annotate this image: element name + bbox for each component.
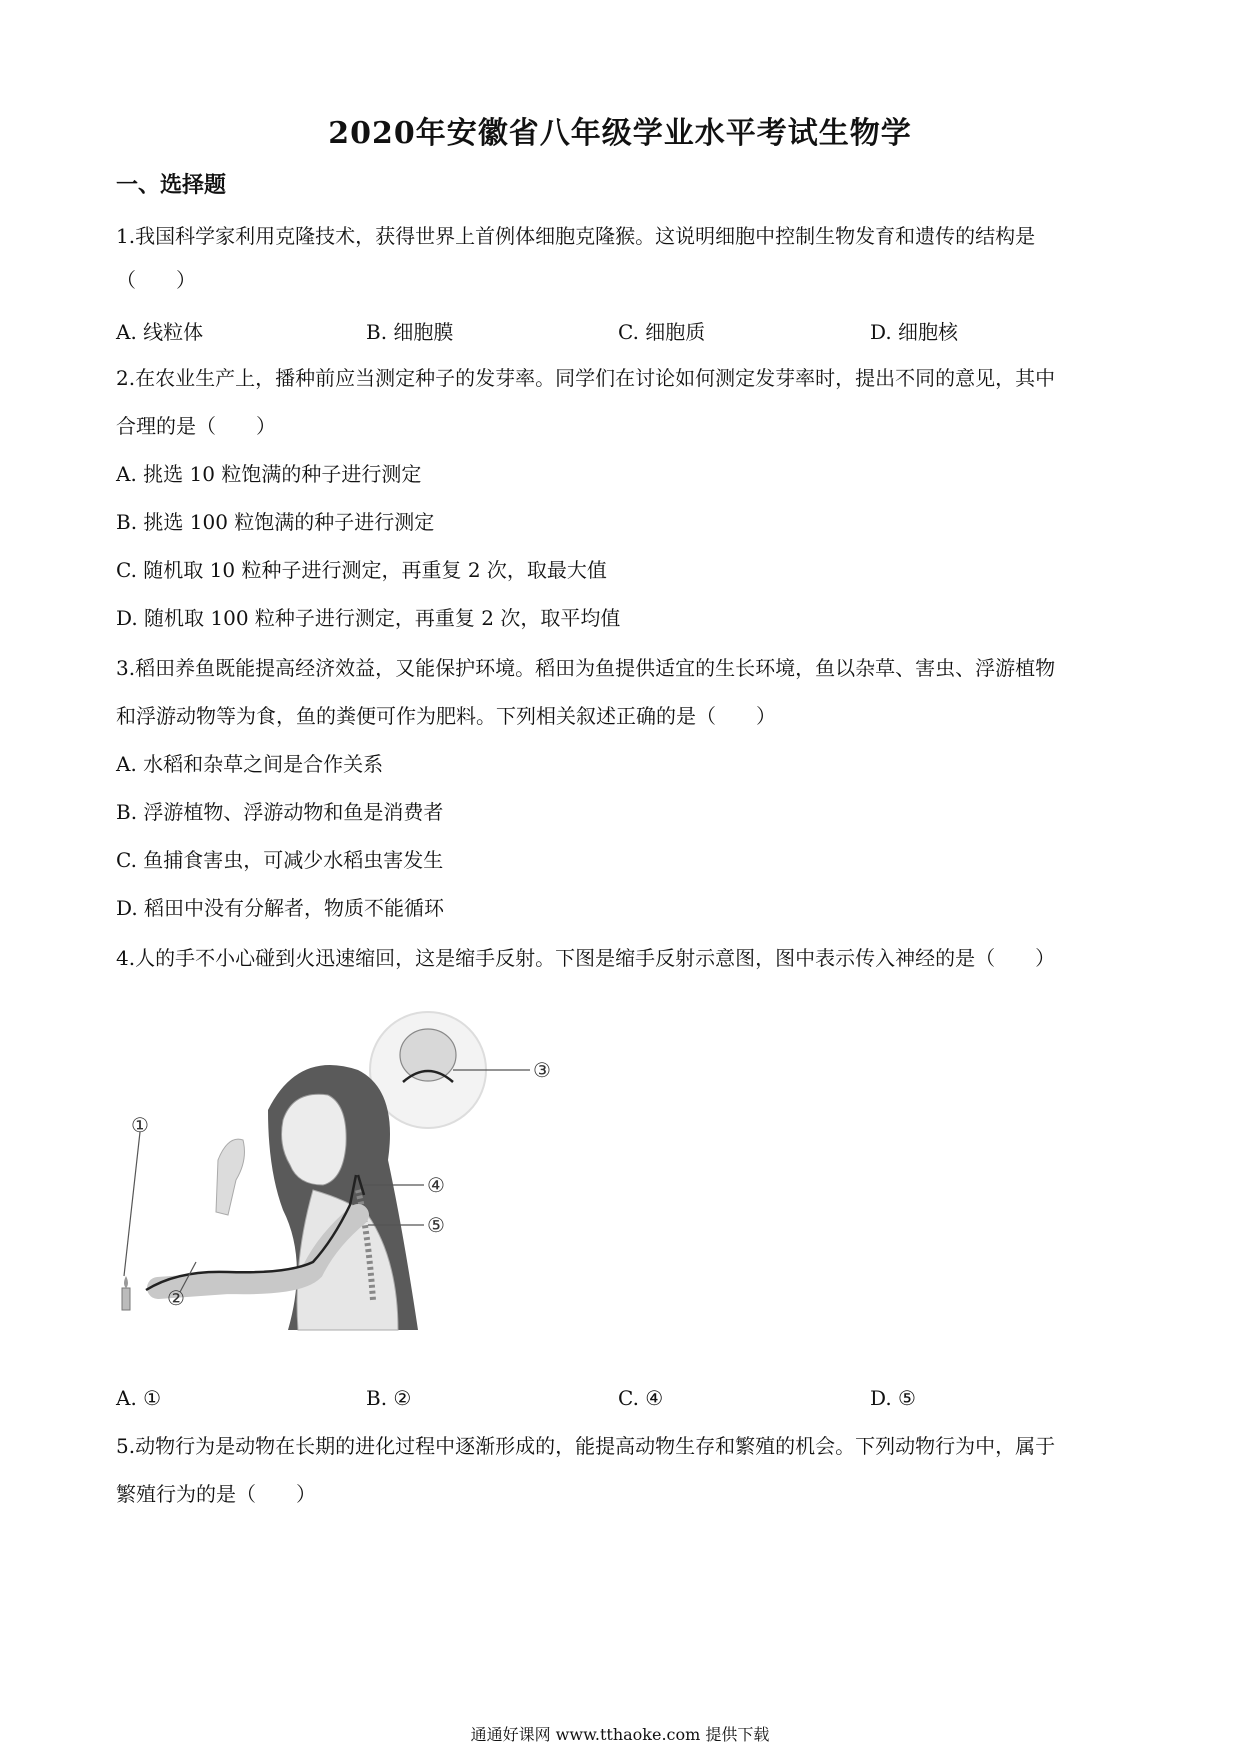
- question-4-option-d: D. ⑤: [870, 1386, 916, 1410]
- question-4-stem: 4.人的手不小心碰到火迅速缩回，这是缩手反射。下图是缩手反射示意图，图中表示传入神经的是（ ）: [116, 946, 1056, 970]
- question-2-stem: 2.在农业生产上，播种前应当测定种子的发芽率。同学们在讨论如何测定发芽率时，提出不同的意见，其中: [116, 366, 1056, 390]
- question-2-option-b: B. 挑选 100 粒饱满的种子进行测定: [116, 510, 435, 534]
- question-1-option-b: B. 细胞膜: [366, 320, 454, 344]
- question-3-option-c: C. 鱼捕食害虫，可减少水稻虫害发生: [116, 848, 444, 872]
- question-3-stem: 3.稻田养鱼既能提高经济效益，又能保护环境。稻田为鱼提供适宜的生长环境，鱼以杂草、害虫、浮游植物: [116, 656, 1056, 680]
- question-5-stem: 5.动物行为是动物在长期的进化过程中逐渐形成的，能提高动物生存和繁殖的机会。下列动物行为中，属于: [116, 1434, 1056, 1458]
- raised-hand: [216, 1139, 244, 1215]
- question-3-stem-cont: 和浮游动物等为食，鱼的粪便可作为肥料。下列相关叙述正确的是（ ）: [116, 704, 776, 728]
- label-5: ⑤: [427, 1213, 445, 1237]
- page-title: 2020年安徽省八年级学业水平考试生物学: [328, 116, 912, 151]
- question-3-option-a: A. 水稻和杂草之间是合作关系: [116, 752, 384, 776]
- question-1-stem: 1.我国科学家利用克隆技术，获得世界上首例体细胞克隆猴。这说明细胞中控制生物发育和遗传的结构是: [116, 224, 1036, 248]
- question-5-stem-cont: 繁殖行为的是（ ）: [116, 1482, 316, 1506]
- label-1: ①: [131, 1113, 149, 1137]
- question-4-option-b: B. ②: [366, 1386, 412, 1410]
- flame-icon: [124, 1276, 128, 1288]
- question-4-option-c: C. ④: [618, 1386, 664, 1410]
- label-4: ④: [427, 1173, 445, 1197]
- section-heading: 一、选择题: [116, 172, 227, 198]
- question-2-option-a: A. 挑选 10 粒饱满的种子进行测定: [116, 462, 422, 486]
- page-footer: 通通好课网 www.tthaoke.com 提供下载: [470, 1725, 770, 1744]
- question-1-stem-cont: （ ）: [116, 268, 196, 292]
- question-4-option-a: A. ①: [116, 1386, 162, 1410]
- reflex-arc-figure: [118, 1000, 568, 1340]
- spinal-cord-cross-section: [400, 1029, 456, 1081]
- candle: [122, 1288, 130, 1310]
- question-2-option-c: C. 随机取 10 粒种子进行测定，再重复 2 次，取最大值: [116, 558, 607, 582]
- question-2-stem-cont: 合理的是（ ）: [116, 414, 276, 438]
- question-3-option-d: D. 稻田中没有分解者，物质不能循环: [116, 896, 445, 920]
- question-2-option-d: D. 随机取 100 粒种子进行测定，再重复 2 次，取平均值: [116, 606, 621, 630]
- question-1-option-d: D. 细胞核: [870, 320, 959, 344]
- label-2: ②: [167, 1286, 185, 1310]
- question-1-option-c: C. 细胞质: [618, 320, 706, 344]
- question-3-option-b: B. 浮游植物、浮游动物和鱼是消费者: [116, 800, 444, 824]
- label-3: ③: [533, 1058, 551, 1082]
- question-1-option-a: A. 线粒体: [116, 320, 204, 344]
